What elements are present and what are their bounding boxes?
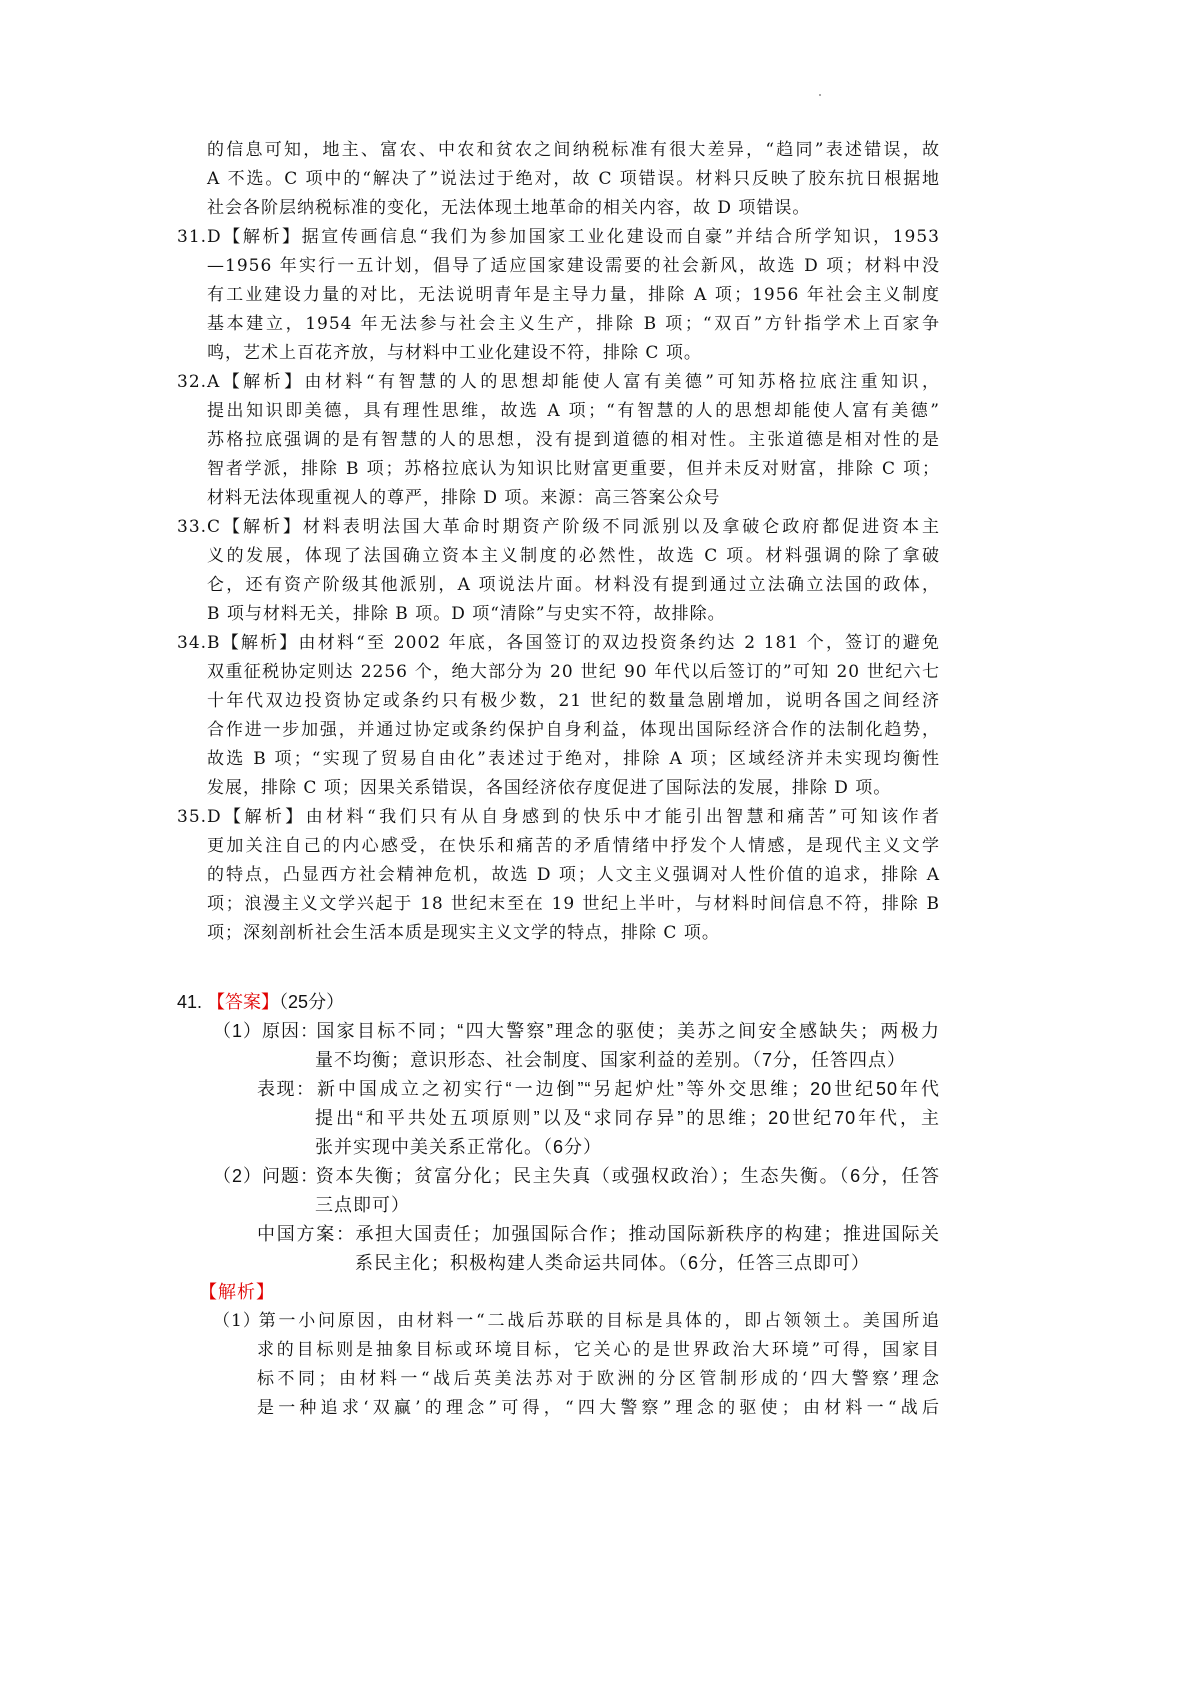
text-line: 更加关注自己的内心感受，在快乐和痛苦的矛盾情绪中抒发个人情感，是现代主义文学 xyxy=(207,836,940,856)
item-number: 34. xyxy=(177,633,208,653)
text-line: 故选 B 项；“实现了贸易自由化”表述过于绝对，排除 A 项；区域经济并未实现均衡性 xyxy=(207,749,940,769)
text-line: 苏格拉底强调的是有智慧的人的思想，没有提到道德的相对性。主张道德是相对性的是 xyxy=(207,430,940,450)
text-line: —1956 年实行一五计划，倡导了适应国家建设需要的社会新风，故选 D 项；材料中没 xyxy=(207,256,940,276)
item-number: 31. xyxy=(177,227,208,247)
text-line: 量不均衡；意识形态、社会制度、国家利益的差别。（7分，任答四点） xyxy=(315,1050,907,1070)
text-line xyxy=(177,223,940,252)
text-line: 鸣，艺术上百花齐放，与材料中工业化建设不符，排除 C 项。 xyxy=(207,343,702,363)
text-line: 第一小问原因，由材料一“二战后苏联的目标是具体的，即占领领土。美国所追 xyxy=(257,1311,940,1331)
item-number: 35. xyxy=(177,807,208,827)
text-line: 张并实现中美关系正常化。（6分） xyxy=(315,1137,603,1157)
text-line: 提出知识即美德，具有理性思维，故选 A 项；“有智慧的人的思想却能使人富有美德” xyxy=(207,401,940,421)
answer-tag: 【答案】 xyxy=(207,992,280,1012)
score: （25分） xyxy=(279,992,345,1012)
text-line xyxy=(177,629,940,658)
text-line: 三点即可） xyxy=(315,1195,410,1215)
text-line: D【解析】据宣传画信息“我们为参加国家工业化建设而自豪”并结合所学知识，1953 xyxy=(207,227,940,247)
text-line: 仑，还有资产阶级其他派别，A 项说法片面。材料没有提到通过立法确立法国的政体， xyxy=(207,575,940,595)
continuation-paragraph xyxy=(177,136,940,223)
text-line: 提出“和平共处五项原则”以及“求同存异”的思维；20世纪70年代，主 xyxy=(315,1108,940,1128)
analysis-tag: 【解析】 xyxy=(199,1282,275,1302)
text-line: 求的目标则是抽象目标或环境目标，它关心的是世界政治大环境”可得，国家目 xyxy=(257,1340,940,1360)
text-line: B【解析】由材料“至 2002 年底，各国签订的双边投资条约达 2 181 个，签订的避免 xyxy=(207,633,940,653)
answer-item xyxy=(177,368,940,513)
answer-item xyxy=(177,803,940,948)
text-line: C【解析】材料表明法国大革命时期资产阶级不同派别以及拿破仑政府都促进资本主 xyxy=(207,517,940,537)
text-line: 承担大国责任；加强国际合作；推动国际新秩序的构建；推进国际关 xyxy=(355,1224,940,1244)
text-line: D【解析】由材料“我们只有从自身感到的快乐中才能引出智慧和痛苦”可知该作者 xyxy=(207,807,940,827)
text-line: 有工业建设力量的对比，无法说明青年是主导力量，排除 A 项；1956 年社会主义制度 xyxy=(207,285,940,305)
text-line: 标不同；由材料一“战后英美法苏对于欧洲的分区管制形成的‘四大警察’理念 xyxy=(257,1369,940,1389)
text-line: 系民主化；积极构建人类命运共同体。（6分，任答三点即可） xyxy=(355,1253,871,1273)
text-line: 的特点，凸显西方社会精神危机，故选 D 项；人文主义强调对人性价值的追求，排除 A xyxy=(207,865,940,885)
text-line: 材料无法体现重视人的尊严，排除 D 项。来源：高三答案公众号 xyxy=(207,488,721,508)
analysis-part-label: （1） xyxy=(213,1311,261,1331)
text-line: 新中国成立之初实行“一边倒”“另起炉灶”等外交思维；20世纪50年代 xyxy=(315,1079,940,1099)
text-line: A【解析】由材料“有智慧的人的思想却能使人富有美德”可知苏格拉底注重知识， xyxy=(207,372,940,392)
page-mark xyxy=(819,94,821,96)
text-line: 智者学派，排除 B 项；苏格拉底认为知识比财富更重要，但并未反对财富，排除 C 项； xyxy=(207,459,940,479)
text-line: A 不选。C 项中的“解决了”说法过于绝对，故 C 项错误。材料只反映了胶东抗日根据地 xyxy=(207,169,940,189)
part2-china-plan-label: 中国方案： xyxy=(257,1224,355,1244)
text-line xyxy=(177,803,940,832)
answer-items xyxy=(177,223,940,948)
document-page xyxy=(177,136,940,1423)
text-line xyxy=(177,368,940,397)
text-line: 是一种追求‘双赢’的理念”可得，“四大警察”理念的驱使；由材料一“战后 xyxy=(257,1398,940,1418)
text-line: 资本失衡；贫富分化；民主失真（或强权政治）；生态失衡。（6分，任答 xyxy=(315,1166,940,1186)
analysis-section xyxy=(177,1307,940,1423)
text-line: 基本建立，1954 年无法参与社会主义生产，排除 B 项；“双百”方针指学术上百家争 xyxy=(207,314,940,334)
answer-item xyxy=(177,513,940,629)
text-line: 义的发展，体现了法国确立资本主义制度的必然性，故选 C 项。材料强调的除了拿破 xyxy=(207,546,940,566)
part1-reason-label: （1）原因： xyxy=(213,1021,320,1041)
text-line: 国家目标不同；“四大警察”理念的驱使；美苏之间安全感缺失；两极力 xyxy=(315,1021,940,1041)
text-line: 十年代双边投资协定或条约只有极少数，21 世纪的数量急剧增加，说明各国之间经济 xyxy=(207,691,940,711)
text-line: 合作进一步加强，并通过协定或条约保护自身利益，体现出国际经济合作的法制化趋势， xyxy=(207,720,940,740)
question-41 xyxy=(177,988,940,1307)
answer-item xyxy=(177,223,940,368)
part1-performance-label: 表现： xyxy=(257,1079,315,1099)
text-line: 项；浪漫主义文学兴起于 18 世纪末至在 19 世纪上半叶，与材料时间信息不符，排除 B xyxy=(207,894,940,914)
part2-problem-label: （2）问题： xyxy=(213,1166,320,1186)
text-line: 的信息可知，地主、富农、中农和贫农之间纳税标准有很大差异，“趋同”表述错误，故 xyxy=(207,140,940,160)
item-number: 32. xyxy=(177,372,208,392)
text-line xyxy=(177,513,940,542)
text-line: 发展，排除 C 项；因果关系错误，各国经济依存度促进了国际法的发展，排除 D 项。 xyxy=(207,778,892,798)
text-line: 项；深刻剖析社会生活本质是现实主义文学的特点，排除 C 项。 xyxy=(207,923,720,943)
text-line: 社会各阶层纳税标准的变化，无法体现土地革命的相关内容，故 D 项错误。 xyxy=(207,198,811,218)
text-line: B 项与材料无关，排除 B 项。D 项“清除”与史实不符，故排除。 xyxy=(207,604,726,624)
answer-item xyxy=(177,629,940,803)
text-line: 双重征税协定则达 2256 个，绝大部分为 20 世纪 90 年代以后签订的”可知 20 世纪六七 xyxy=(207,662,940,682)
item-number: 33. xyxy=(177,517,208,537)
question-number: 41. xyxy=(177,992,203,1012)
